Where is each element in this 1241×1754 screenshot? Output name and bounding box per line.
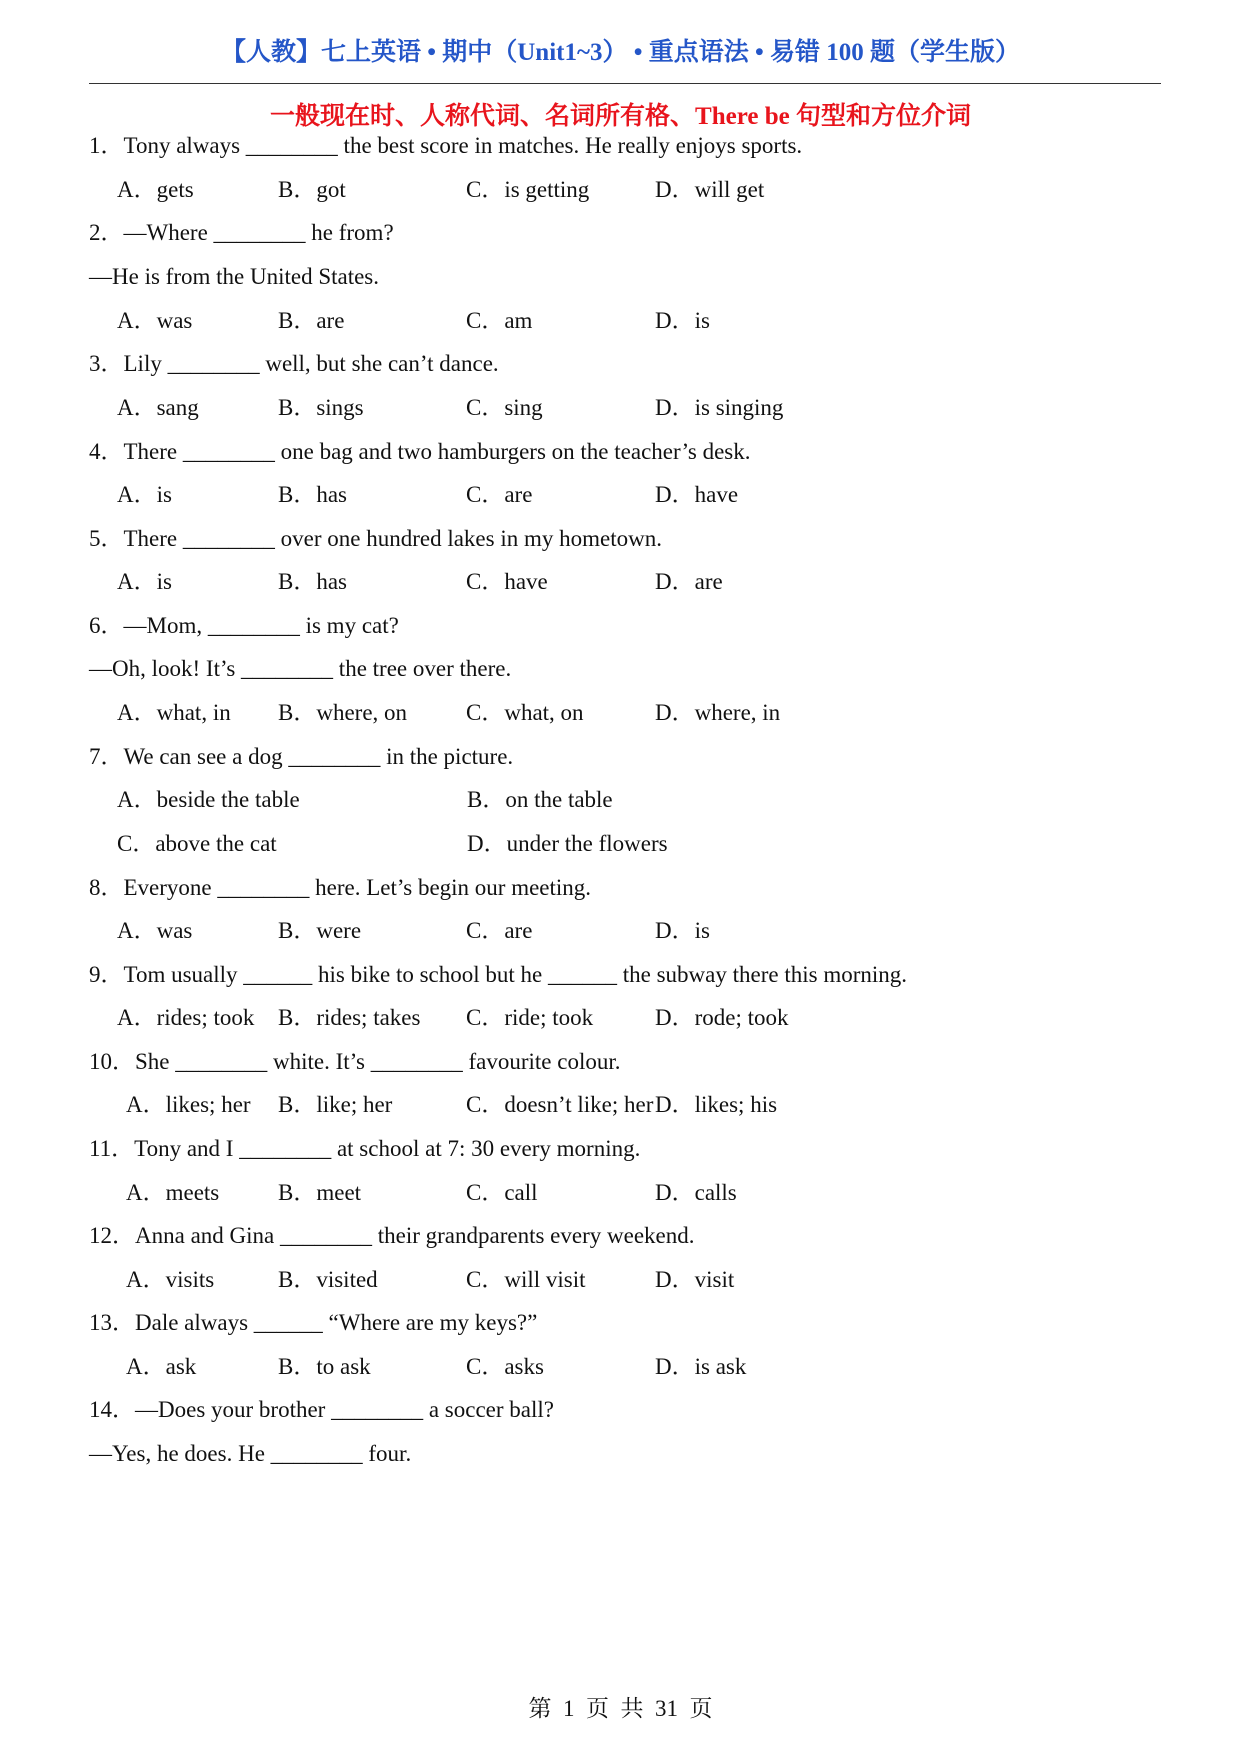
answer-option[interactable]: D．under the flowers (467, 831, 668, 856)
answer-option[interactable]: D．have (655, 482, 739, 507)
answer-option[interactable]: C．ride; took (466, 1005, 594, 1030)
answer-option[interactable]: D．visit (655, 1267, 735, 1292)
answer-option[interactable]: B．were (278, 918, 362, 943)
answer-option[interactable]: D．are (655, 569, 723, 594)
question-stem: 14．—Does your brother ________ a soccer ball? (89, 1397, 554, 1422)
answer-option[interactable]: B．visited (278, 1267, 378, 1292)
answer-option[interactable]: B．where, on (278, 700, 408, 725)
question-stem: 8．Everyone ________ here. Let’s begin our meeting. (89, 875, 592, 900)
answer-option[interactable]: D．calls (655, 1180, 737, 1205)
answer-option[interactable]: C．sing (466, 395, 543, 420)
answer-option[interactable]: C．will visit (466, 1267, 586, 1292)
question-stem: 3．Lily ________ well, but she can’t dance. (89, 351, 499, 376)
answer-option[interactable]: A．rides; took (117, 1005, 255, 1030)
answer-option[interactable]: D．is (655, 918, 710, 943)
answer-option[interactable]: D．rode; took (655, 1005, 789, 1030)
answer-option[interactable]: B．meet (278, 1180, 362, 1205)
answer-option[interactable]: B．has (278, 482, 347, 507)
question-stem: 13．Dale always ______ “Where are my keys?” (89, 1310, 538, 1335)
question-stem: 2．—Where ________ he from? (89, 220, 394, 245)
answer-option[interactable]: B．got (278, 177, 346, 202)
answer-option[interactable]: C．am (466, 308, 533, 333)
page-number: 第 1 页 共 31 页 (528, 1696, 713, 1721)
answer-option[interactable]: A．is (117, 482, 172, 507)
question-stem: 1．Tony always ________ the best score in matches. He really enjoys sports. (89, 133, 803, 158)
question-dialogue-line: —He is from the United States. (89, 264, 380, 289)
answer-option[interactable]: A．likes; her (126, 1092, 251, 1117)
answer-option[interactable]: A．ask (126, 1354, 197, 1379)
answer-option[interactable]: C．are (466, 918, 533, 943)
answer-option[interactable]: C．doesn’t like; her (466, 1092, 654, 1117)
question-stem: 12．Anna and Gina ________ their grandparents every weekend. (89, 1223, 695, 1248)
answer-option[interactable]: B．like; her (278, 1092, 393, 1117)
answer-option[interactable]: D．likes; his (655, 1092, 778, 1117)
answer-option[interactable]: B．to ask (278, 1354, 371, 1379)
question-dialogue-line: —Oh, look! It’s ________ the tree over there. (89, 656, 512, 681)
answer-option[interactable]: C．asks (466, 1354, 544, 1379)
answer-option[interactable]: B．on the table (467, 787, 613, 812)
question-stem: 9．Tom usually ______ his bike to school but he ______ the subway there this morning. (89, 962, 908, 987)
answer-option[interactable]: A．beside the table (117, 787, 300, 812)
document-header-title: 【人教】七上英语 • 期中（Unit1~3） • 重点语法 • 易错 100 题（学生版） (221, 39, 1020, 66)
answer-option[interactable]: C．what, on (466, 700, 584, 725)
answer-option[interactable]: B．rides; takes (278, 1005, 421, 1030)
answer-option[interactable]: D．is (655, 308, 710, 333)
answer-option[interactable]: C．is getting (466, 177, 590, 202)
answer-option[interactable]: B．are (278, 308, 345, 333)
question-stem: 10．She ________ white. It’s ________ favourite colour. (89, 1049, 621, 1074)
answer-option[interactable]: B．sings (278, 395, 364, 420)
answer-option[interactable]: D．where, in (655, 700, 781, 725)
question-stem: 11．Tony and I ________ at school at 7: 30 every morning. (89, 1136, 641, 1161)
answer-option[interactable]: D．will get (655, 177, 765, 202)
question-stem: 4．There ________ one bag and two hamburgers on the teacher’s desk. (89, 439, 751, 464)
answer-option[interactable]: B．has (278, 569, 347, 594)
answer-option[interactable]: A．gets (117, 177, 194, 202)
answer-option[interactable]: D．is ask (655, 1354, 747, 1379)
answer-option[interactable]: A．meets (126, 1180, 220, 1205)
answer-option[interactable]: A．was (117, 918, 193, 943)
answer-option[interactable]: A．visits (126, 1267, 215, 1292)
answer-option[interactable]: C．above the cat (117, 831, 277, 856)
question-stem: 5．There ________ over one hundred lakes in my hometown. (89, 526, 662, 551)
answer-option[interactable]: A．is (117, 569, 172, 594)
answer-option[interactable]: A．sang (117, 395, 199, 420)
answer-option[interactable]: D．is singing (655, 395, 784, 420)
section-title: 一般现在时、人称代词、名词所有格、There be 句型和方位介词 (270, 103, 971, 130)
answer-option[interactable]: C．call (466, 1180, 538, 1205)
answer-option[interactable]: A．what, in (117, 700, 231, 725)
question-dialogue-line: —Yes, he does. He ________ four. (89, 1441, 412, 1466)
answer-option[interactable]: C．have (466, 569, 548, 594)
answer-option[interactable]: A．was (117, 308, 193, 333)
question-stem: 6．—Mom, ________ is my cat? (89, 613, 399, 638)
question-stem: 7．We can see a dog ________ in the picture. (89, 744, 514, 769)
answer-option[interactable]: C．are (466, 482, 533, 507)
